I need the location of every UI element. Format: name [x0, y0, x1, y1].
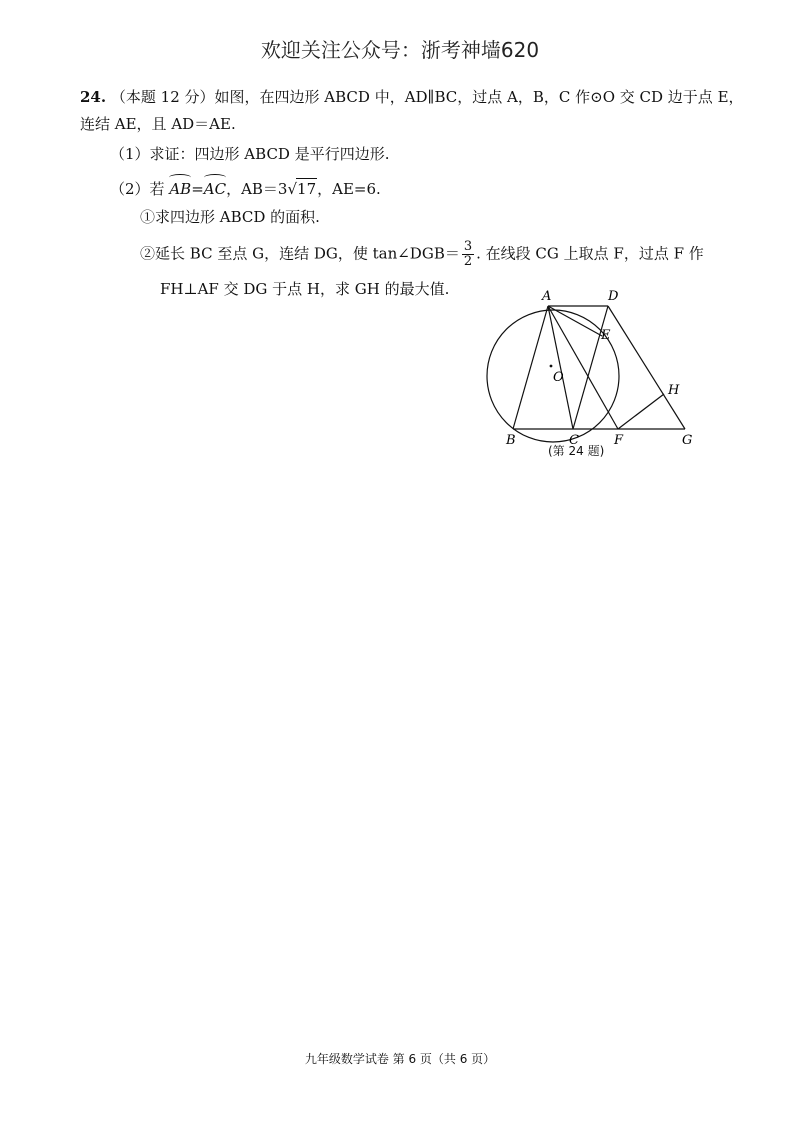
label-d: D — [608, 289, 619, 304]
sqrt-value: 17 — [297, 180, 317, 198]
segment-af — [548, 306, 618, 429]
watermark-header: 欢迎关注公众号：浙考神墙620 — [260, 38, 540, 62]
segment-ac — [548, 306, 573, 429]
tan-fraction — [462, 240, 474, 269]
fraction-denominator: 2 — [463, 254, 473, 269]
label-o: O — [553, 370, 564, 385]
label-a: A — [542, 289, 552, 304]
sub-question-2 — [140, 240, 704, 269]
part-2-end: ，AE=6. — [317, 180, 381, 198]
sub-question-2-line-2: FH⊥AF 交 DG 于点 H，求 GH 的最大值. — [160, 280, 450, 298]
problem-intro-line-2: 连结 AE，且 AD＝AE. — [80, 115, 236, 133]
label-g: G — [682, 433, 693, 448]
problem-number: 24. — [80, 88, 107, 106]
segment-fh — [618, 394, 664, 429]
part-1: （1）求证：四边形 ABCD 是平行四边形. — [110, 145, 390, 163]
label-f: F — [614, 433, 624, 448]
fraction-numerator: 3 — [463, 239, 473, 254]
label-e: E — [601, 328, 611, 343]
problem-intro-text: （本题 12 分）如图，在四边形 ABCD 中，AD∥BC，过点 A，B，C 作⊙O 交 CD 边于点 E， — [110, 88, 744, 106]
segment-dc — [573, 306, 608, 429]
sqrt-sign: √ — [287, 180, 298, 198]
part-2-prefix: （2）若 — [110, 180, 165, 198]
label-b: B — [506, 433, 516, 448]
geometry-figure — [478, 284, 708, 464]
sub-2-suffix: . 在线段 CG 上取点 F，过点 F 作 — [476, 244, 704, 263]
page-footer: 九年级数学试卷 第 6 页（共 6 页） — [304, 1052, 496, 1066]
arc-ab: AB — [169, 176, 191, 199]
segment-ab — [513, 306, 548, 429]
arc-ac: AC — [204, 176, 226, 199]
label-h: H — [668, 383, 680, 398]
label-c: C — [569, 433, 579, 448]
center-point-o — [550, 365, 553, 368]
problem-intro-line-1 — [80, 87, 744, 107]
part-2-mid: ，AB＝3 — [226, 180, 288, 198]
sub-question-1: ①求四边形 ABCD 的面积. — [140, 208, 320, 226]
part-2-condition — [110, 176, 381, 199]
segment-dg — [608, 306, 685, 429]
figure-caption: (第 24 题) — [548, 444, 605, 458]
sub-2-prefix: ②延长 BC 至点 G，连结 DG，使 tan∠DGB＝ — [140, 244, 460, 263]
geometry-diagram — [478, 284, 708, 464]
arc-equals: = — [191, 180, 204, 198]
